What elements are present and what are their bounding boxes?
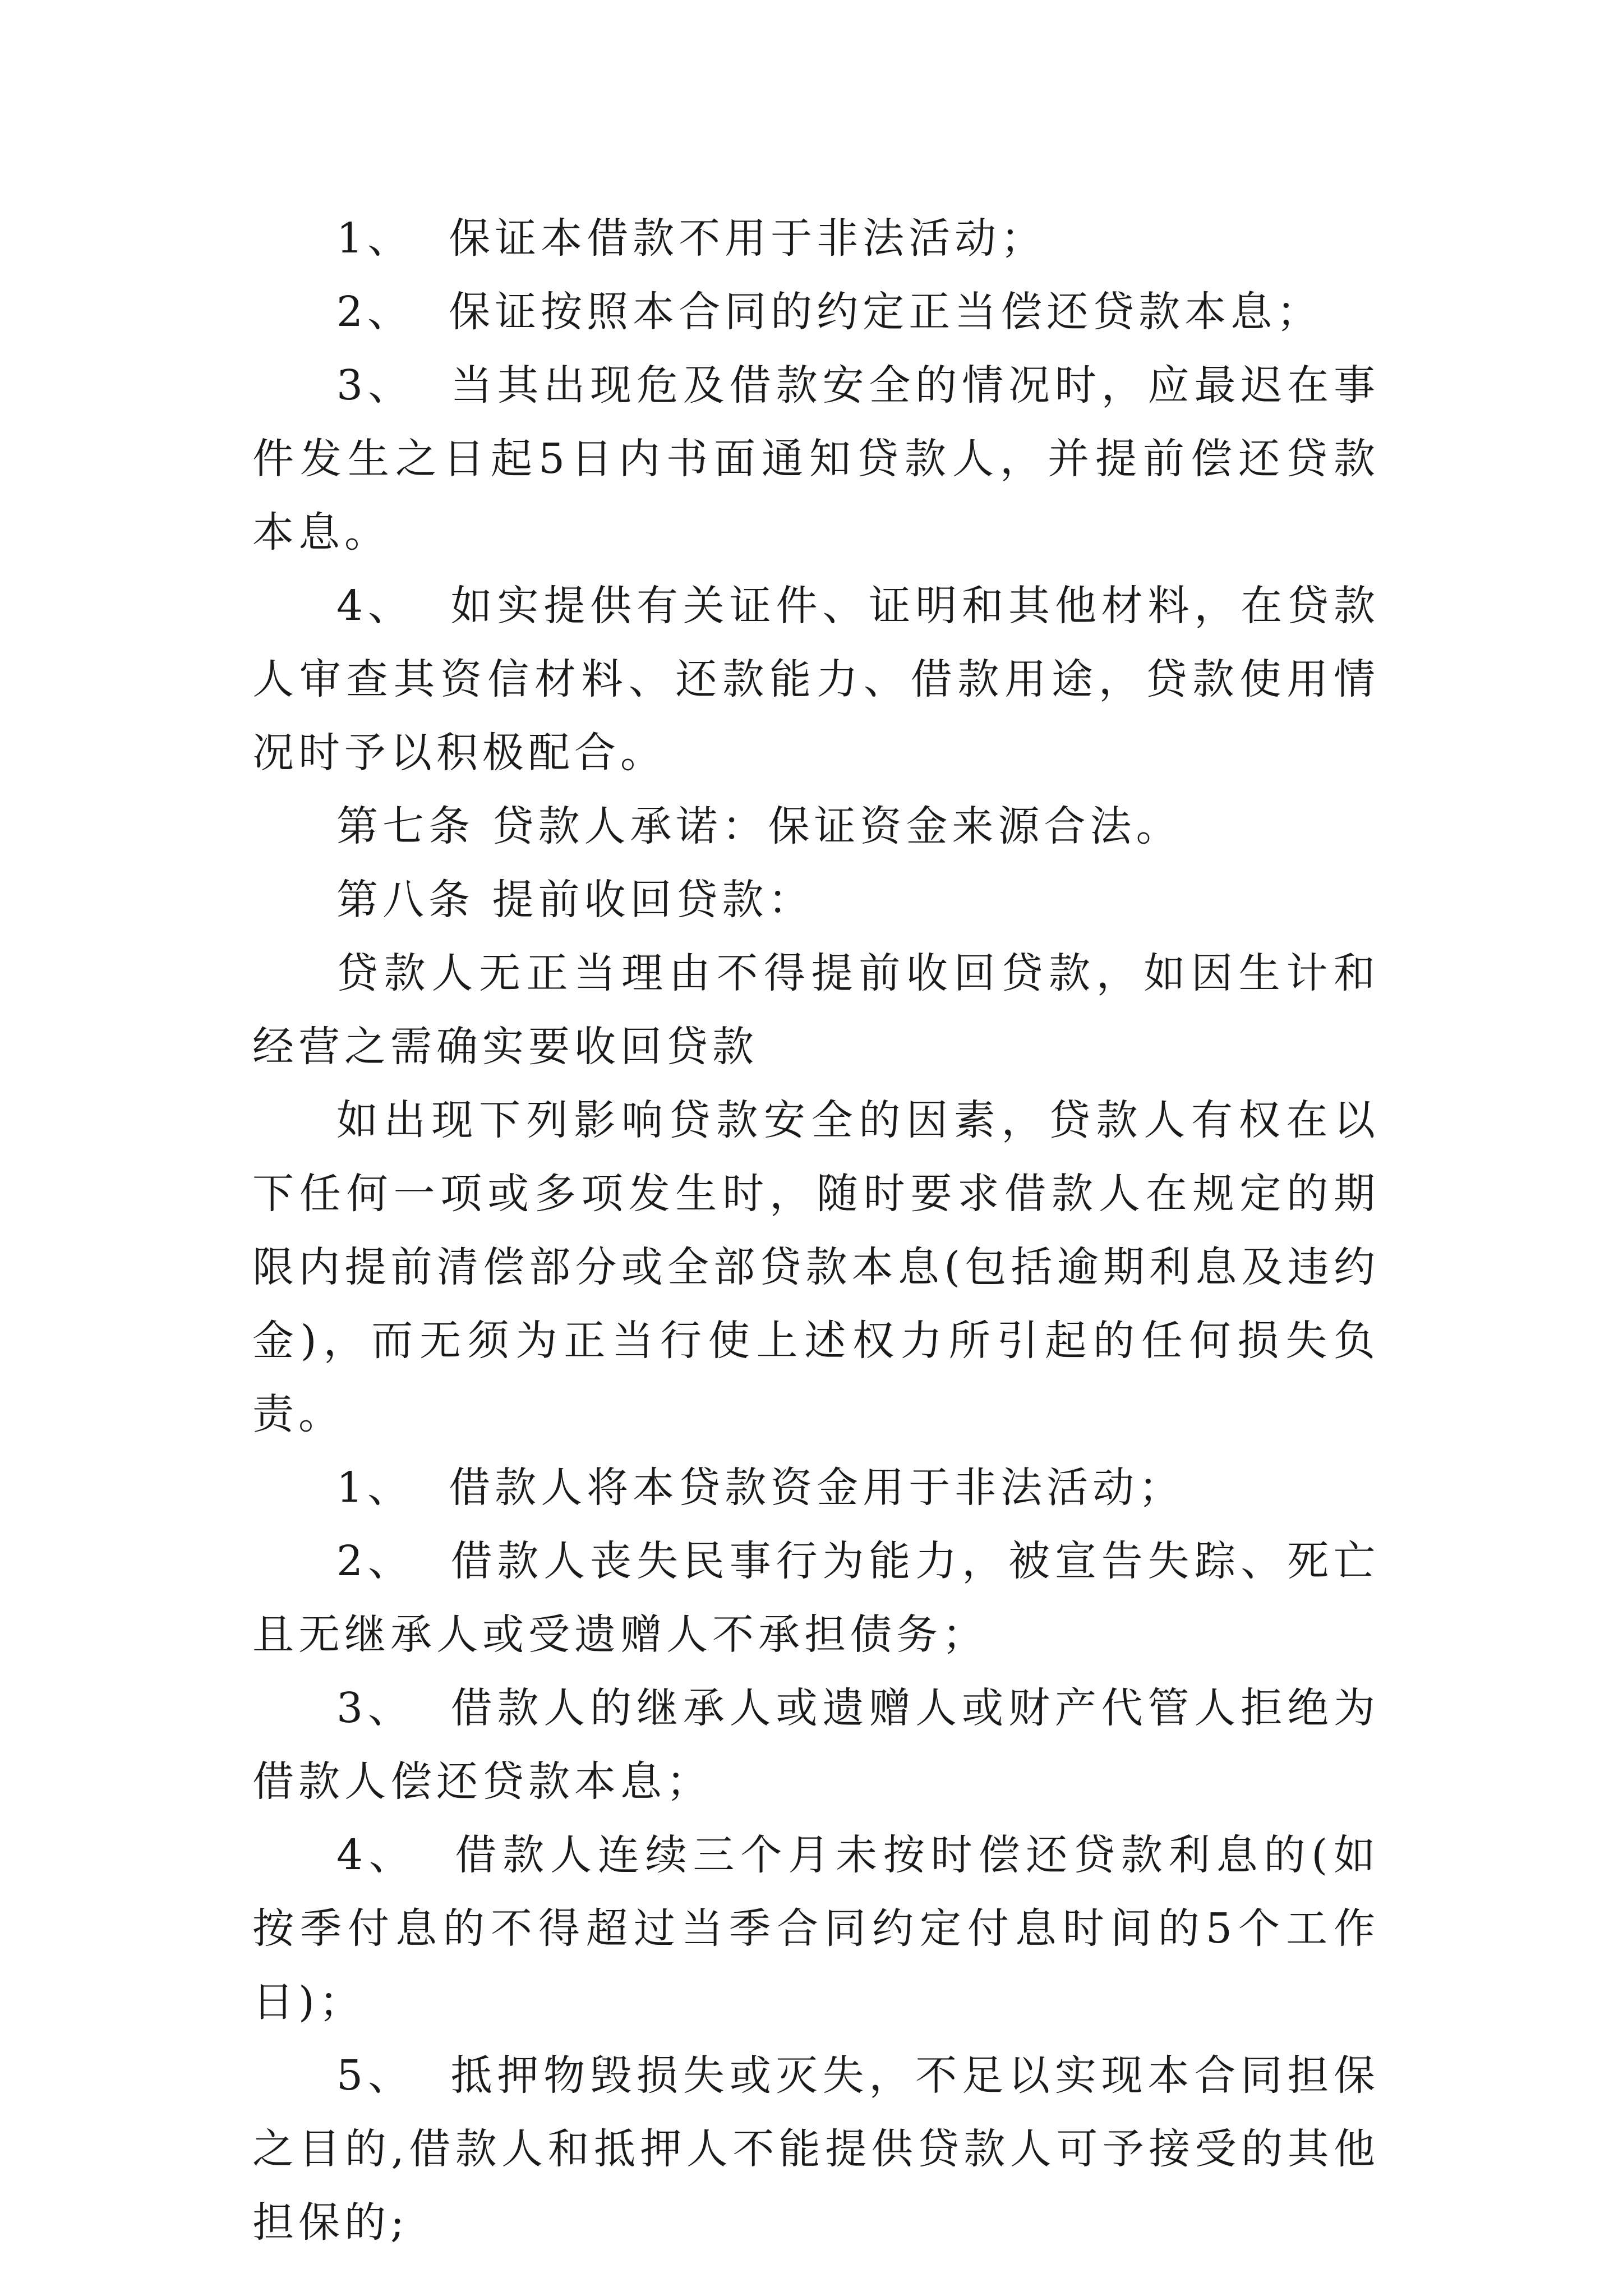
paragraph-article-8-heading: 第八条 提前收回贷款： (336, 876, 814, 924)
paragraph-recall-item-3: 3、 借款人的继承人或遗赠人或财产代管人拒绝为借款人偿还贷款本息； (252, 1684, 1380, 1806)
paragraph-recall-item-4: 4、 借款人连续三个月未按时偿还贷款利息的(如按季付息的不得超过当季合同约定付息时间的5个工作日)； (252, 1831, 1380, 2026)
paragraph-borrower-duty-4: 4、 如实提供有关证件、证明和其他材料，在贷款人审查其资信材料、还款能力、借款用途，贷款使用情况时予以积极配合。 (252, 582, 1380, 777)
paragraph-borrower-duty-1: 1、 保证本借款不用于非法活动； (336, 214, 1047, 263)
paragraph-article-8-body: 贷款人无正当理由不得提前收回贷款，如因生计和经营之需确实要收回贷款 (252, 949, 1380, 1071)
paragraph-borrower-duty-3: 3、 当其出现危及借款安全的情况时，应最迟在事件发生之日起5日内书面通知贷款人，并提前偿还贷款本息。 (252, 361, 1380, 556)
document-body (252, 202, 1380, 2260)
paragraph-recall-item-2: 2、 借款人丧失民事行为能力，被宣告失踪、死亡且无继承人或受遗赠人不承担债务； (252, 1537, 1380, 1659)
paragraph-recall-item-1: 1、 借款人将本贷款资金用于非法活动； (336, 1464, 1185, 1512)
paragraph-recall-item-5: 5、 抵押物毁损失或灭失，不足以实现本合同担保之目的,借款人和抵押人不能提供贷款人可予接受的其他担保的; (252, 2051, 1380, 2247)
paragraph-early-recall-conditions: 如出现下列影响贷款安全的因素，贷款人有权在以下任何一项或多项发生时，随时要求借款人在规定的期限内提前清偿部分或全部贷款本息(包括逾期利息及违约金)，而无须为正当行使上述权力所引起的任何损失负责。 (252, 1096, 1380, 1438)
paragraph-borrower-duty-2: 2、 保证按照本合同的约定正当偿还贷款本息； (336, 288, 1323, 336)
paragraph-article-7: 第七条 贷款人承诺：保证资金来源合法。 (336, 802, 1182, 850)
